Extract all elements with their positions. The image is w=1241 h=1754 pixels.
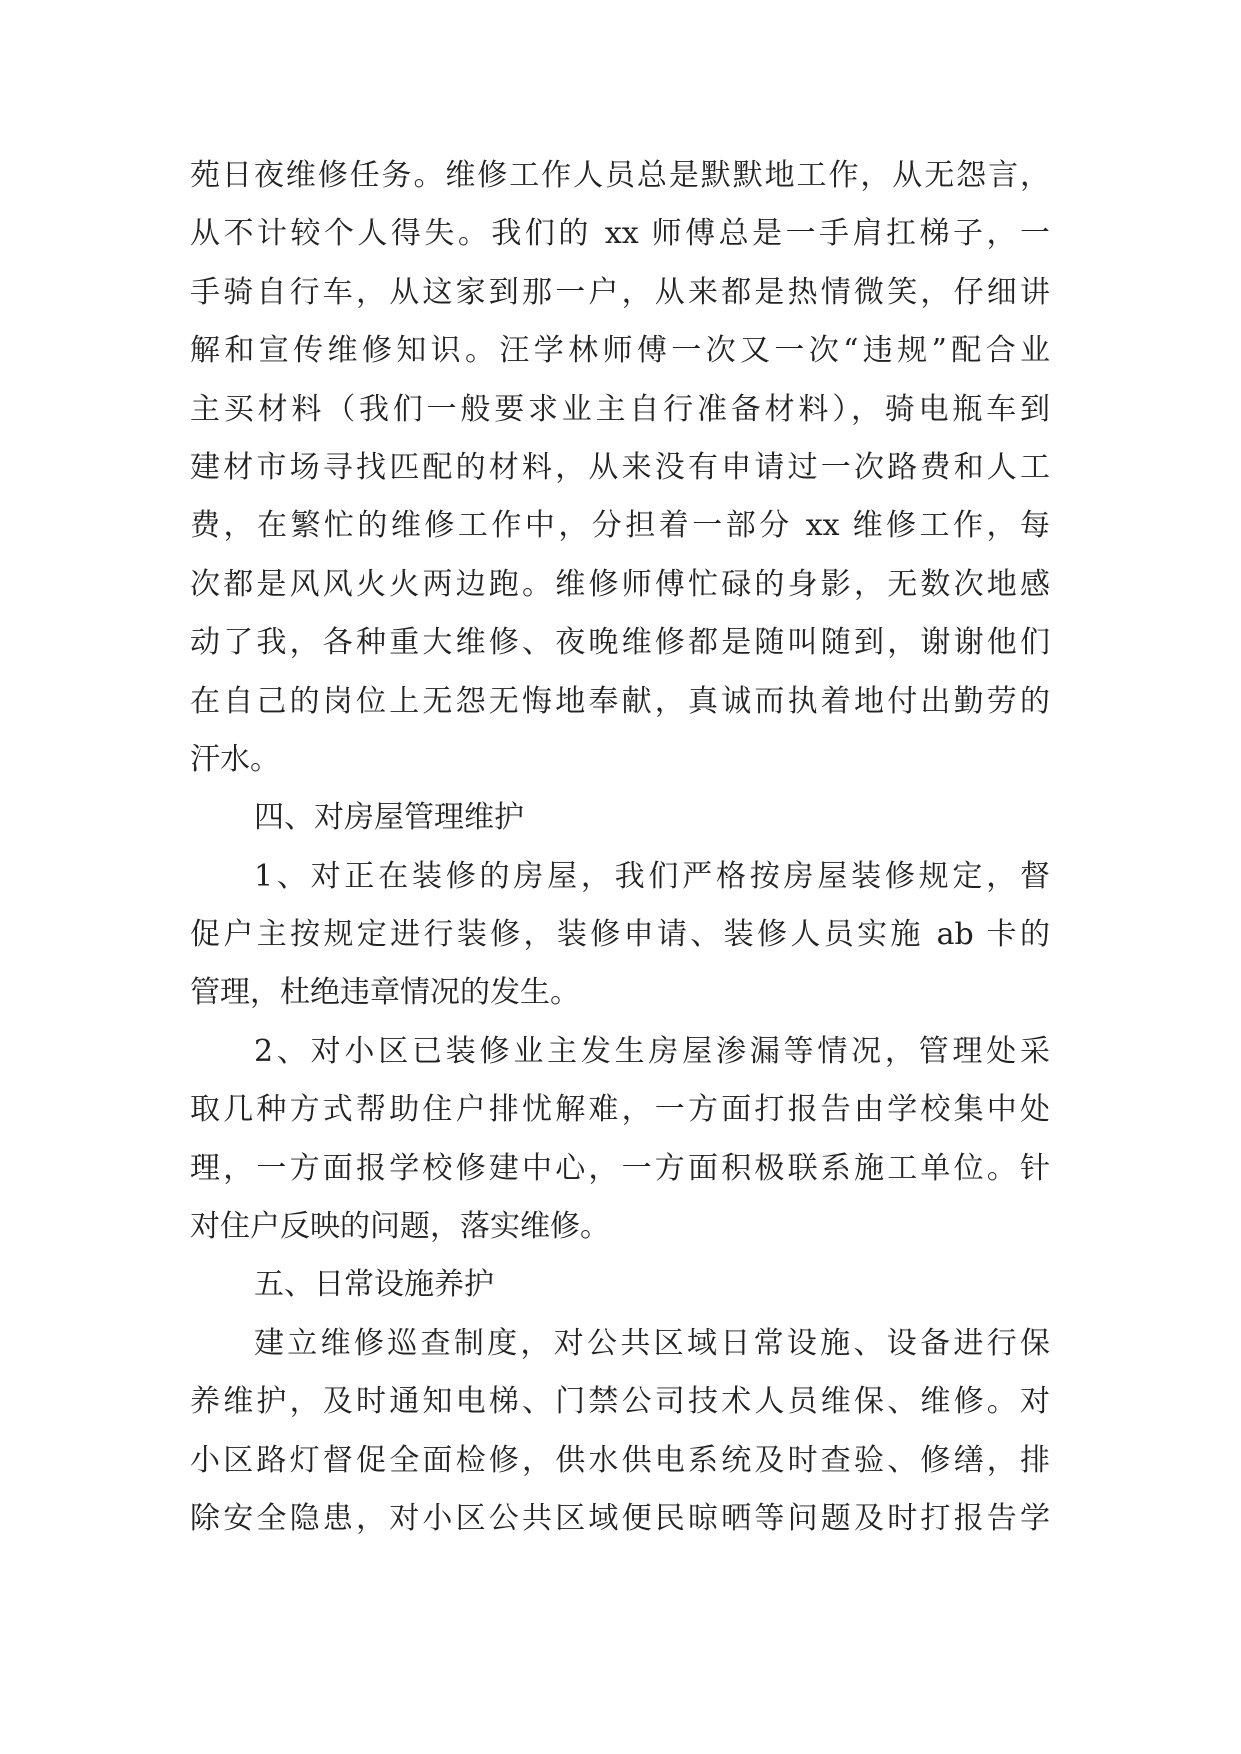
text-line: 从不计较个人得失。我们的 xx 师傅总是一手肩扛梯子，一 bbox=[190, 216, 1050, 252]
text-line: 次都是风风火火两边跑。维修师傅忙碌的身影，无数次地感 bbox=[190, 566, 1050, 602]
text-line: 在自己的岗位上无怨无悔地奉献，真诚而执着地付出勤劳的 bbox=[190, 683, 1050, 719]
text-line: 手骑自行车，从这家到那一户，从来都是热情微笑，仔细讲 bbox=[190, 274, 1050, 310]
section-heading: 五、日常设施养护 bbox=[254, 1267, 494, 1303]
text-line: 2、对小区已装修业主发生房屋渗漏等情况，管理处采 bbox=[254, 1033, 1050, 1069]
text-line: 对住户反映的问题，落实维修。 bbox=[190, 1209, 610, 1245]
text-line: 促户主按规定进行装修，装修申请、装修人员实施 ab 卡的 bbox=[190, 917, 1050, 953]
text-line: 动了我，各种重大维修、夜晚维修都是随叫随到，谢谢他们 bbox=[190, 625, 1050, 661]
text-line: 除安全隐患，对小区公共区域便民晾晒等问题及时打报告学 bbox=[190, 1500, 1050, 1536]
text-line: 苑日夜维修任务。维修工作人员总是默默地工作，从无怨言， bbox=[190, 158, 1050, 193]
text-line: 汗水。 bbox=[190, 741, 280, 777]
text-line: 理，一方面报学校修建中心，一方面积极联系施工单位。针 bbox=[190, 1150, 1050, 1186]
text-line: 建立维修巡查制度，对公共区域日常设施、设备进行保 bbox=[254, 1325, 1050, 1361]
text-line: 解和宣传维修知识。汪学林师傅一次又一次“违规”配合业 bbox=[190, 333, 1050, 369]
section-heading: 四、对房屋管理维护 bbox=[254, 800, 524, 836]
text-line: 主买材料（我们一般要求业主自行准备材料），骑电瓶车到 bbox=[190, 391, 1050, 427]
text-line: 1、对正在装修的房屋，我们严格按房屋装修规定，督 bbox=[254, 858, 1050, 894]
text-line: 养维护，及时通知电梯、门禁公司技术人员维保、维修。对 bbox=[190, 1384, 1050, 1420]
text-line: 取几种方式帮助住户排忧解难，一方面打报告由学校集中处 bbox=[190, 1092, 1050, 1128]
text-line: 费，在繁忙的维修工作中，分担着一部分 xx 维修工作，每 bbox=[190, 508, 1050, 544]
text-line: 建材市场寻找匹配的材料，从来没有申请过一次路费和人工 bbox=[190, 449, 1050, 485]
text-line: 小区路灯督促全面检修，供水供电系统及时查验、修缮，排 bbox=[190, 1442, 1050, 1478]
text-line: 管理，杜绝违章情况的发生。 bbox=[190, 975, 580, 1011]
document-page bbox=[190, 147, 1050, 1548]
